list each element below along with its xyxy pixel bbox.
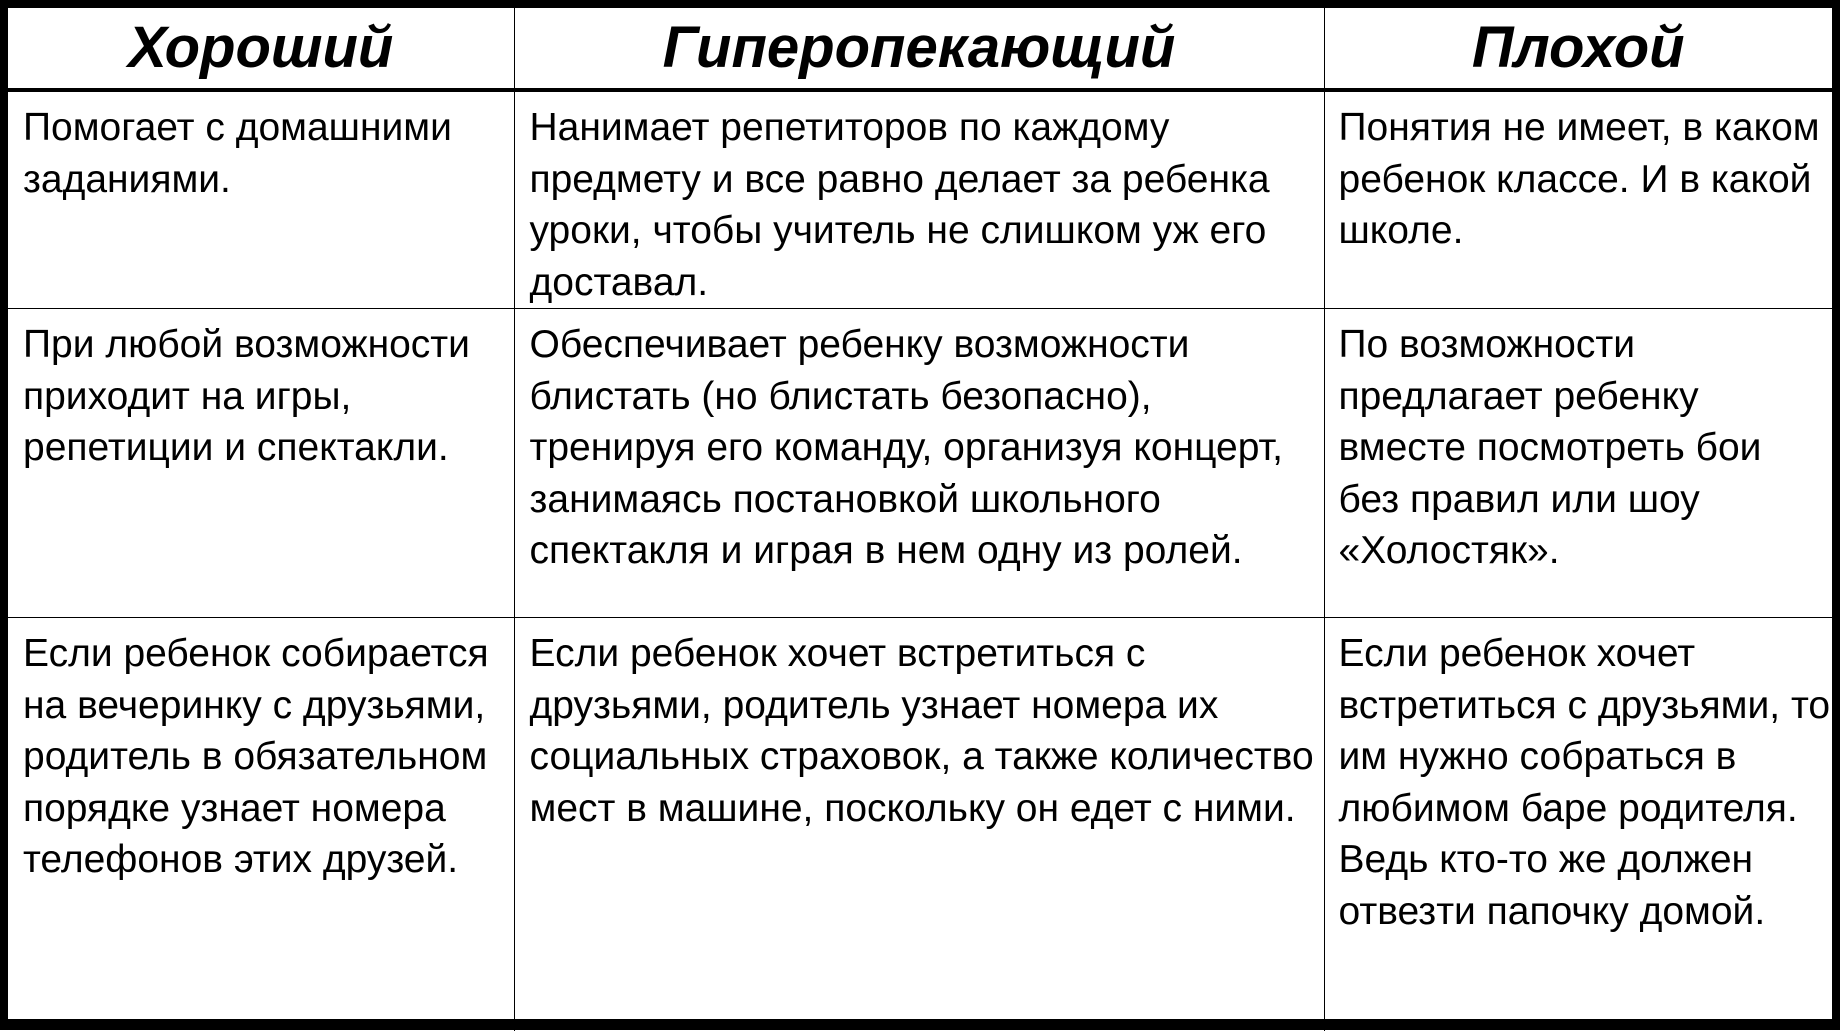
cell-bad: Понятия не имеет, в каком ребенок классе. И в какой школе. bbox=[1324, 90, 1832, 309]
cell-good: Если ребенок собирается на вечеринку с друзьями, родитель в обязательном порядке узнает номера телефонов этих друзей. bbox=[8, 618, 514, 1031]
cell-bad: По возможности предлагает ребенку вместе посмотреть бои без правил или шоу «Холостяк». bbox=[1324, 309, 1832, 618]
cell-overprotective: Если ребенок хочет встретиться с друзьями, родитель узнает номера их социальных страховок, а также количество мест в машине, поскольку он едет с ними. bbox=[514, 618, 1324, 1031]
table-row bbox=[8, 618, 1832, 1031]
cell-overprotective: Нанимает репетиторов по каждому предмету и все равно делает за ребенка уроки, чтобы учитель не слишком уж его доставал. bbox=[514, 90, 1324, 309]
header-good: Хороший bbox=[8, 8, 514, 90]
table-row bbox=[8, 309, 1832, 618]
header-row bbox=[8, 8, 1832, 90]
header-overprotective: Гиперопекающий bbox=[514, 8, 1324, 90]
comparison-table bbox=[8, 8, 1832, 1031]
cell-overprotective: Обеспечивает ребенку возможности блистать (но блистать безопасно), тренируя его команду, организуя концерт, занимаясь постановкой школьного спектакля и играя в нем одну из ролей. bbox=[514, 309, 1324, 618]
header-bad: Плохой bbox=[1324, 8, 1832, 90]
cell-bad: Если ребенок хочет встретиться с друзьями, то им нужно собраться в любимом баре родителя. Ведь кто-то же должен отвезти папочку домой. bbox=[1324, 618, 1832, 1031]
table-row bbox=[8, 90, 1832, 309]
cell-good: При любой возможности приходит на игры, репетиции и спектакли. bbox=[8, 309, 514, 618]
cell-good: Помогает с домашними заданиями. bbox=[8, 90, 514, 309]
